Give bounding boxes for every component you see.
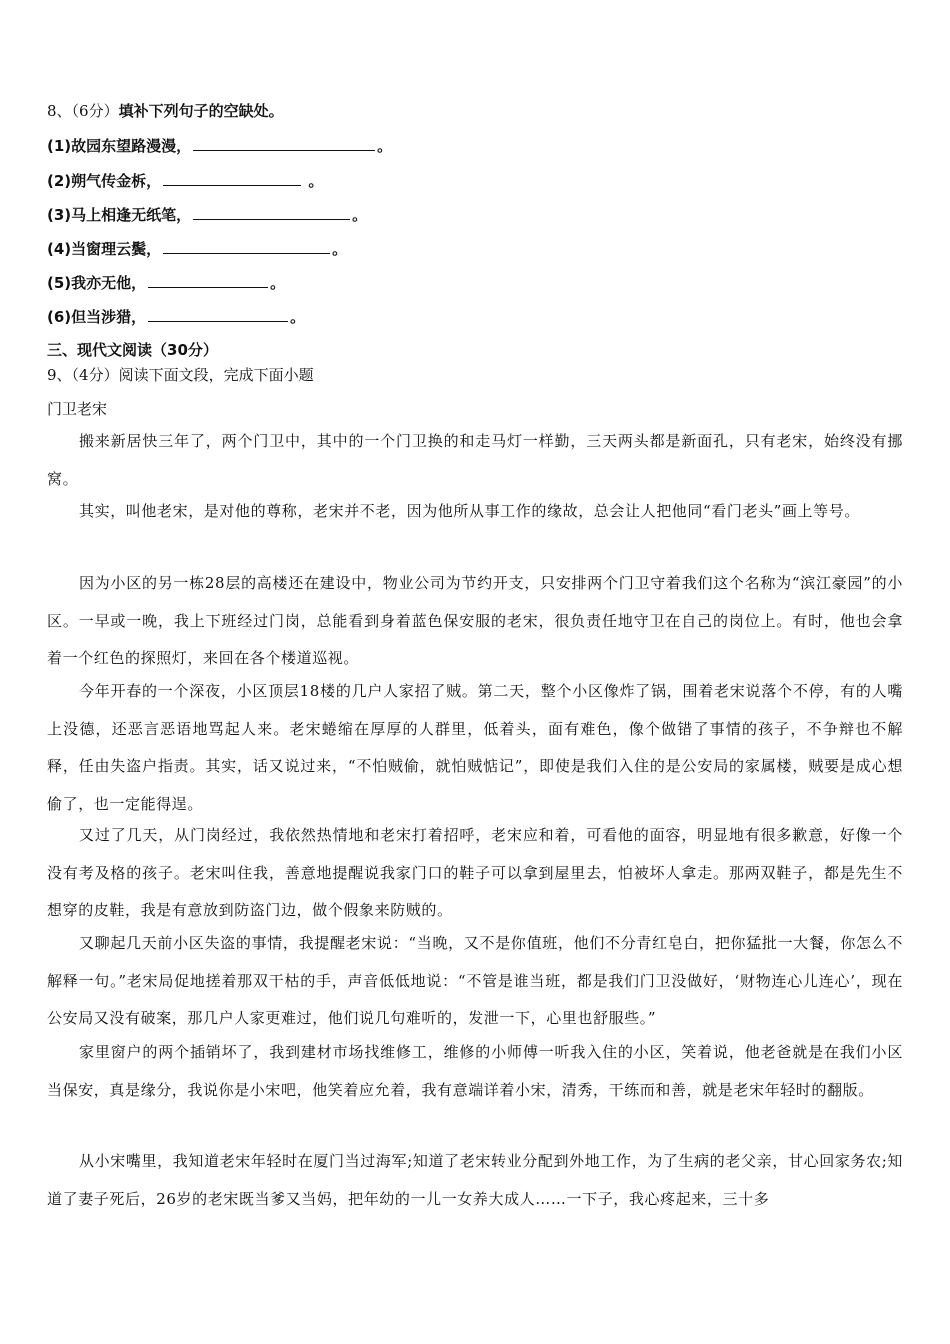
fill-item-3 — [47, 203, 367, 227]
fill-item-1-end: 。 — [377, 137, 393, 155]
fill-item-5 — [47, 271, 285, 295]
article-paragraph-6: 又聊起几天前小区失盗的事情，我提醒老宋说：“当晚，又不是你值班，他们不分青红皂白，把你猛批一大餐，你怎么不解释一句。”老宋局促地搓着那双干枯的手，声音低低地说：“不管是谁当班，都是我们门卫没做好，‘财物连心儿连心’，现在公安局又没有破案，那几户人家更难过，他们说几句难听的，发泄一下，心里也舒服些。” — [47, 934, 903, 1027]
fill-item-6 — [47, 305, 305, 329]
fill-item-4-end: 。 — [332, 240, 348, 258]
article-paragraph-4: 今年开春的一个深夜，小区顶层18楼的几户人家招了贼。第二天，整个小区像炸了锅，围着老宋说落个不停，有的人嘴上没德，还恶言恶语地骂起人来。老宋蜷缩在厚厚的人群里，低着头，面有难色，像个做错了事情的孩子，不争辩也不解释，任由失盗户指责。其实，话又说过来，“不怕贼偷，就怕贼惦记”，即使是我们入住的是公安局的家属楼，贼要是成心想偷了，也一定能得逞。 — [47, 682, 903, 813]
answer-blank-5[interactable] — [148, 271, 268, 288]
question-8-prefix: 8、（6分） — [47, 102, 119, 120]
question-8-instruction: 填补下列句子的空缺处。 — [118, 102, 284, 120]
answer-blank-1[interactable] — [193, 134, 375, 151]
answer-blank-4[interactable] — [163, 237, 330, 254]
article-paragraph-8: 从小宋嘴里，我知道老宋年轻时在厦门当过海军;知道了老宋转业分配到外地工作，为了生病的老父亲，甘心回家务农;知道了妻子死后，26岁的老宋既当爹又当妈，把年幼的一儿一女养大成人……一下子，我心疼起来，三十多 — [47, 1152, 903, 1208]
fill-item-1 — [47, 134, 392, 158]
question-9-title: 9、（4分）阅读下面文段，完成下面小题 — [47, 366, 314, 384]
answer-blank-2[interactable] — [163, 169, 301, 186]
section-3-heading: 三、现代文阅读（30分） — [47, 341, 218, 359]
fill-item-4-text: (4)当窗理云鬓， — [47, 240, 162, 258]
fill-item-2-text: (2)朔气传金柝， — [47, 172, 162, 190]
answer-blank-3[interactable] — [193, 203, 350, 220]
fill-item-5-end: 。 — [270, 274, 286, 292]
question-8-title — [47, 99, 284, 123]
article-paragraph-1: 搬来新居快三年了，两个门卫中，其中的一个门卫换的和走马灯一样勤，三天两头都是新面孔，只有老宋，始终没有挪窝。 — [47, 432, 903, 488]
fill-item-3-text: (3)马上相逢无纸笔， — [47, 206, 192, 224]
article-paragraph-3: 因为小区的另一栋28层的高楼还在建设中，物业公司为节约开支，只安排两个门卫守着我们这个名称为“滨江豪园”的小区。一早或一晚，我上下班经过门岗，总能看到身着蓝色保安服的老宋，很负责任地守卫在自己的岗位上。有时，他也会拿着一个红色的探照灯，来回在各个楼道巡视。 — [47, 574, 903, 667]
fill-item-1-text: (1)故园东望路漫漫， — [47, 137, 192, 155]
fill-item-3-end: 。 — [352, 206, 368, 224]
fill-item-6-end: 。 — [290, 308, 306, 326]
fill-item-4 — [47, 237, 347, 261]
article-paragraph-7: 家里窗户的两个插销坏了，我到建材市场找维修工，维修的小师傅一听我入住的小区，笑着说，他老爸就是在我们小区当保安，真是缘分，我说你是小宋吧，他笑着应允着，我有意端详着小宋，清秀，干练而和善，就是老宋年轻时的翻版。 — [47, 1043, 903, 1099]
article-paragraph-5: 又过了几天，从门岗经过，我依然热情地和老宋打着招呼，老宋应和着，可看他的面容，明显地有很多歉意，好像一个没有考及格的孩子。老宋叫住我，善意地提醒说我家门口的鞋子可以拿到屋里去，怕被坏人拿走。那两双鞋子，都是先生不想穿的皮鞋，我是有意放到防盗门边，做个假象来防贼的。 — [47, 826, 903, 919]
fill-item-2-end: 。 — [303, 172, 324, 190]
fill-item-6-text: (6)但当涉猎， — [47, 308, 147, 326]
fill-item-2 — [47, 169, 323, 193]
article-title: 门卫老宋 — [47, 400, 108, 418]
article-paragraph-2: 其实，叫他老宋，是对他的尊称，老宋并不老，因为他所从事工作的缘故，总会让人把他同“看门老头”画上等号。 — [79, 502, 860, 520]
answer-blank-6[interactable] — [148, 305, 288, 322]
fill-item-5-text: (5)我亦无他， — [47, 274, 147, 292]
